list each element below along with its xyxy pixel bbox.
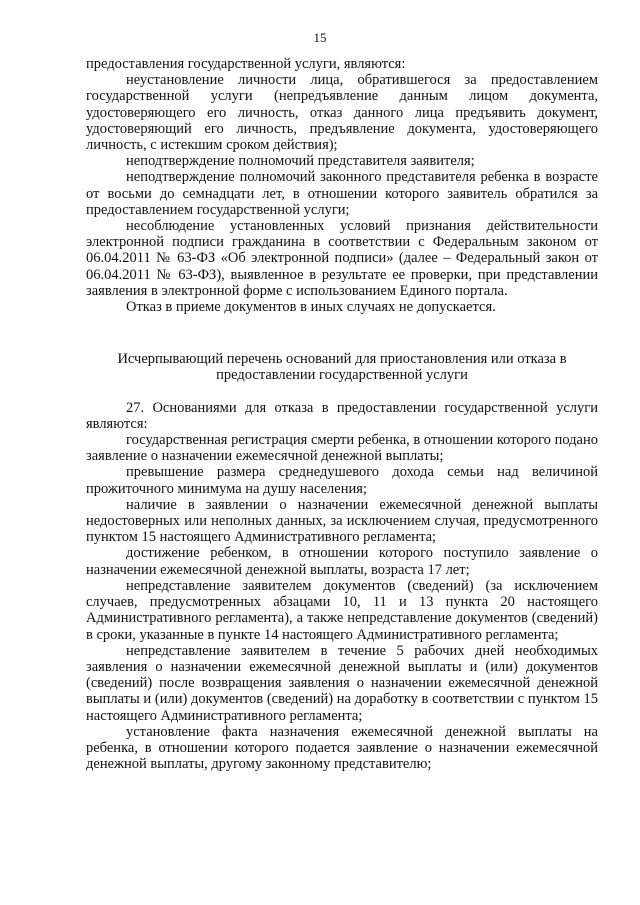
section-heading: Исчерпывающий перечень оснований для приостановления или отказа в предоставлении государственной услуги — [117, 351, 567, 384]
service-refusal-item: превышение размера среднедушевого дохода семьи над величиной прожиточного минимума на душу населения; — [86, 464, 598, 497]
service-refusal-item: наличие в заявлении о назначении ежемесячной денежной выплаты недостоверных или неполных данных, за исключением случая, предусмотренного пунктом 15 настоящего Административного регламента; — [86, 496, 598, 546]
service-refusal-item: непредставление заявителем в течение 5 рабочих дней необходимых заявления о назначении ежемесячной денежной выплаты и (или) документов (сведений) после возвращения заявления о назначении ежемесячной денежной выплаты и (или) документов (сведений) на доработку в соответствии с пунктом 15 настоящего Административного регламента; — [86, 642, 598, 724]
reception-refusal-item: несоблюдение установленных условий признания действительности электронной подписи гражданина в соответствии с Федеральным законом от 06.04.2011 № 63-ФЗ «Об электронной подписи» (далее – Федеральный закон от 06.04.2011 № 63-ФЗ), выявленное в результате ее проверки, при представлении заявления в электронной форме с использованием Единого портала. — [86, 218, 598, 299]
reception-refusal-item: неподтверждение полномочий представителя заявителя; — [126, 153, 475, 170]
service-refusal-item: непредставление заявителем документов (сведений) (за исключением случаев, предусмотренных абзацами 10, 11 и 13 пункта 20 настоящего Административного регламента), а также непредставление документов (сведений) в сроки, указанные в пункте 14 настоящего Административного регламента; — [86, 577, 598, 643]
point-27-intro: 27. Основаниями для отказа в предоставлении государственной услуги являются: — [86, 399, 598, 432]
page-number: 15 — [313, 30, 327, 45]
reception-refusal-item: неустановление личности лица, обратившегося за предоставлением государственной услуги (непредъявление данным лицом документа, удостоверяющего его личность, отказ данного лица предъявить документ, удостоверяющий его личность, предъявление документа, удостоверяющего личность, с истекшим сроком действия); — [86, 72, 598, 154]
document-body — [86, 56, 598, 772]
service-refusal-item: достижение ребенком, в отношении которого поступило заявление о назначении ежемесячной денежной выплаты, возраста 17 лет; — [86, 545, 598, 578]
intro-paragraph: предоставления государственной услуги, являются: — [86, 56, 406, 72]
reception-refusal-item: неподтверждение полномочий законного представителя ребенка в возрасте от восьми до семнадцати лет, в отношении которого заявитель обратился за предоставлением государственной услуги; — [86, 169, 598, 218]
service-refusal-item: установление факта назначения ежемесячной денежной выплаты на ребенка, в отношении которого подается заявление о назначении ежемесячной денежной выплаты, другому законному представителю; — [86, 723, 598, 773]
service-refusal-item: государственная регистрация смерти ребенка, в отношении которого подано заявление о назначении ежемесячной денежной выплаты; — [86, 432, 598, 465]
no-other-refusal-paragraph: Отказ в приеме документов в иных случаях не допускается. — [126, 299, 496, 316]
